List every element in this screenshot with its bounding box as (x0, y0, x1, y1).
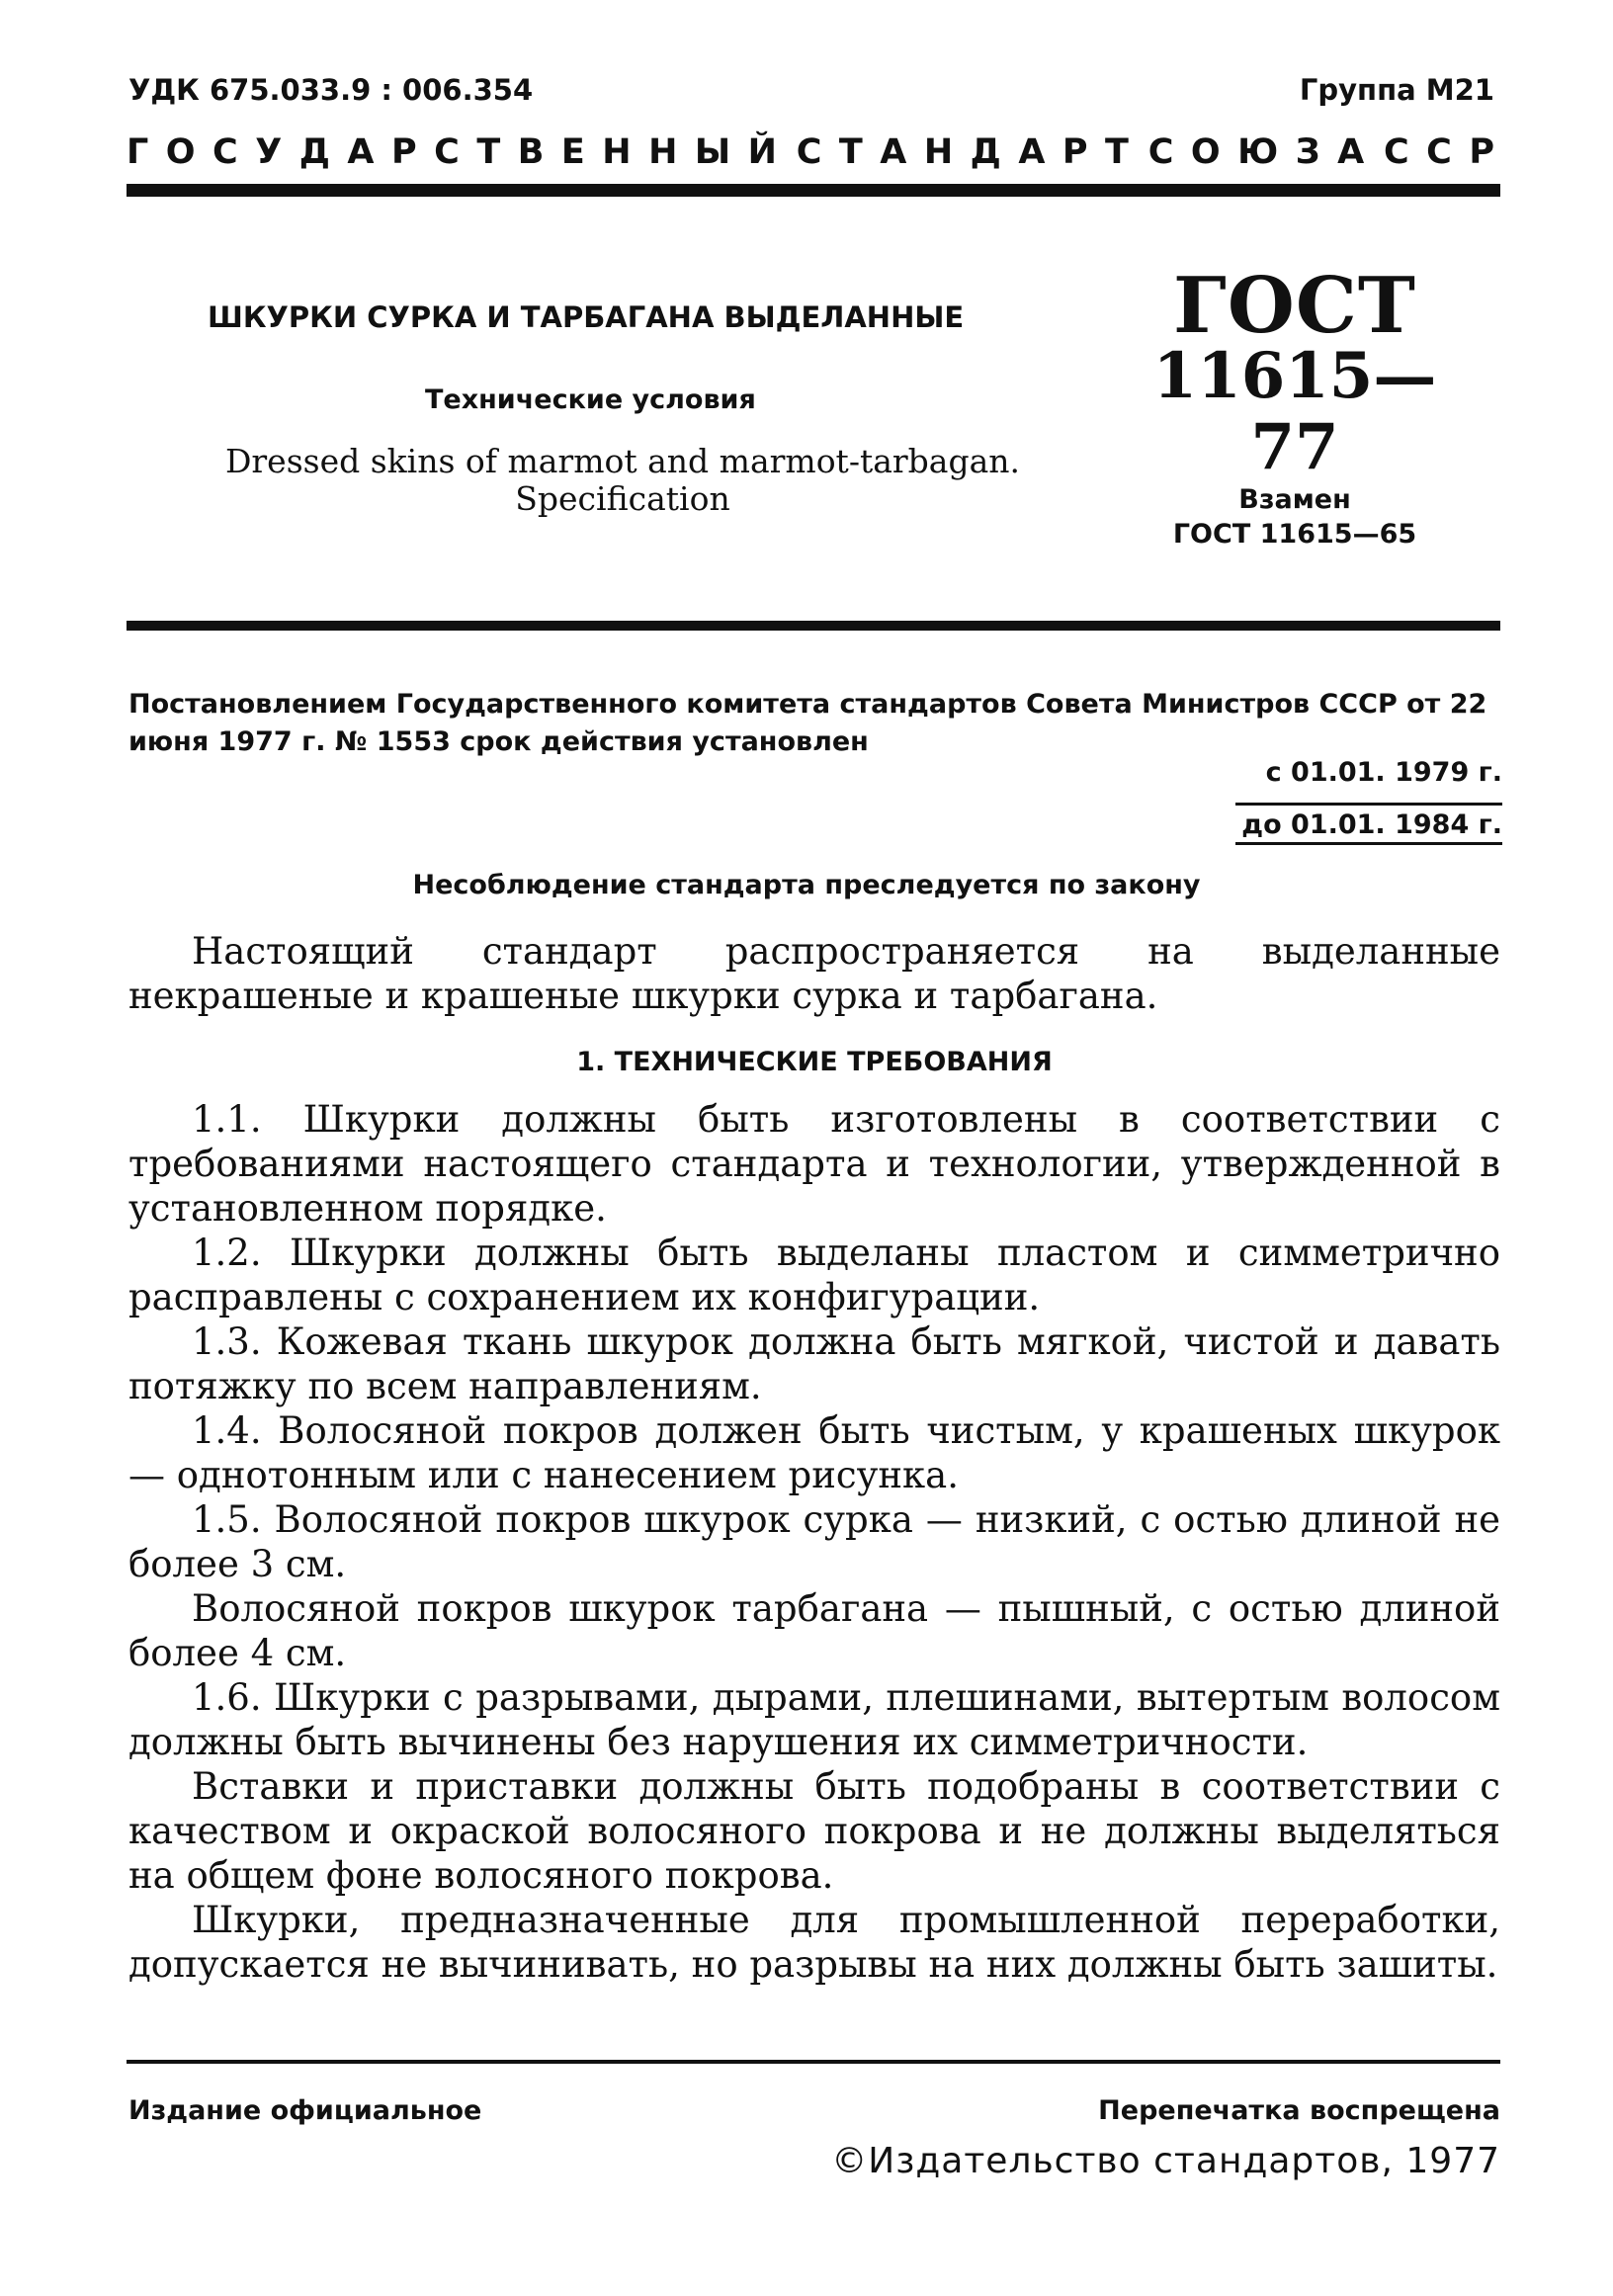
paragraph: Вставки и приставки должны быть подобраны в соответствии с качеством и окраской волосяного покрова и не должны выделяться на общем фоне волосяного покрова. (128, 1765, 1500, 1897)
replaces-value: ГОСТ 11615—65 (1172, 519, 1417, 550)
bottom-rule (127, 2060, 1500, 2064)
date-from: с 01.01. 1979 г. (1265, 757, 1502, 788)
english-title-line-2: Specification (515, 479, 730, 518)
copyright: ©Издательство стандартов, 1977 (831, 2141, 1500, 2181)
edition-note: Издание официальное (128, 2095, 482, 2126)
english-title-line-1: Dressed skins of marmot and marmot-tarbagan. (224, 442, 1021, 480)
intro-paragraph: Настоящий стандарт распространяется на выделанные некрашеные и крашеные шкурки сурка и тарбагана. (128, 930, 1500, 1017)
english-title (128, 443, 1117, 518)
udk-code: УДК 675.033.9 : 006.354 (128, 73, 534, 107)
paragraph: 1.5. Волосяной покров шкурок сурка — низкий, с остью длиной не более 3 см. (128, 1498, 1500, 1585)
paragraph: Шкурки, предназначенные для промышленной переработки, допускается не вычинивать, но разрывы на них должны быть зашиты. (128, 1899, 1500, 1986)
paragraph: Волосяной покров шкурок тарбагана — пышный, с остью длиной более 4 см. (128, 1587, 1500, 1674)
paragraph: 1.1. Шкурки должны быть изготовлены в соответствии с требованиями настоящего стандарта и технологии, утвержденной в установленном порядке. (128, 1098, 1500, 1230)
state-standard-heading (127, 132, 1494, 172)
reprint-note: Перепечатка воспрещена (1098, 2095, 1500, 2126)
document-subtitle: Технические условия (425, 384, 756, 415)
state-standard-word: Г О С У Д А Р С Т В Е Н Н Ы Й (127, 132, 777, 172)
paragraph: 1.6. Шкурки с разрывами, дырами, плешинами, вытертым волосом должны быть вычинены без нарушения их симметричности. (128, 1676, 1500, 1763)
top-rule (127, 184, 1500, 197)
gost-number: 11615—77 (1152, 339, 1437, 484)
decree-text: Постановлением Государственного комитета стандартов Совета Министров СССР от 22 июня 1977 г. № 1553 срок действия установлен (128, 689, 1487, 757)
state-standard-word: С Т А Н Д А Р Т (796, 132, 1129, 172)
group-code: Группа М21 (1299, 73, 1494, 107)
middle-rule (127, 621, 1500, 631)
section-heading: 1. ТЕХНИЧЕСКИЕ ТРЕБОВАНИЯ (576, 1047, 1053, 1077)
document-body (128, 929, 1500, 1987)
state-standard-word: С О Ю З А (1147, 132, 1365, 172)
gost-label: ГОСТ (1173, 261, 1416, 351)
replaces-label: Взамен (1238, 484, 1351, 515)
state-standard-word: С С Р (1383, 132, 1494, 172)
law-notice: Несоблюдение стандарта преследуется по закону (412, 870, 1201, 900)
paragraph: 1.4. Волосяной покров должен быть чистым, у крашеных шкурок — однотонным или с нанесением рисунка. (128, 1409, 1500, 1496)
paragraph: 1.2. Шкурки должны быть выделаны пластом и симметрично расправлены с сохранением их конфигурации. (128, 1232, 1500, 1318)
paragraph: 1.3. Кожевая ткань шкурок должна быть мягкой, чистой и давать потяжку по всем направлениям. (128, 1320, 1500, 1407)
date-to: до 01.01. 1984 г. (1235, 803, 1502, 845)
document-title: ШКУРКИ СУРКА И ТАРБАГАНА ВЫДЕЛАННЫЕ (208, 300, 965, 334)
